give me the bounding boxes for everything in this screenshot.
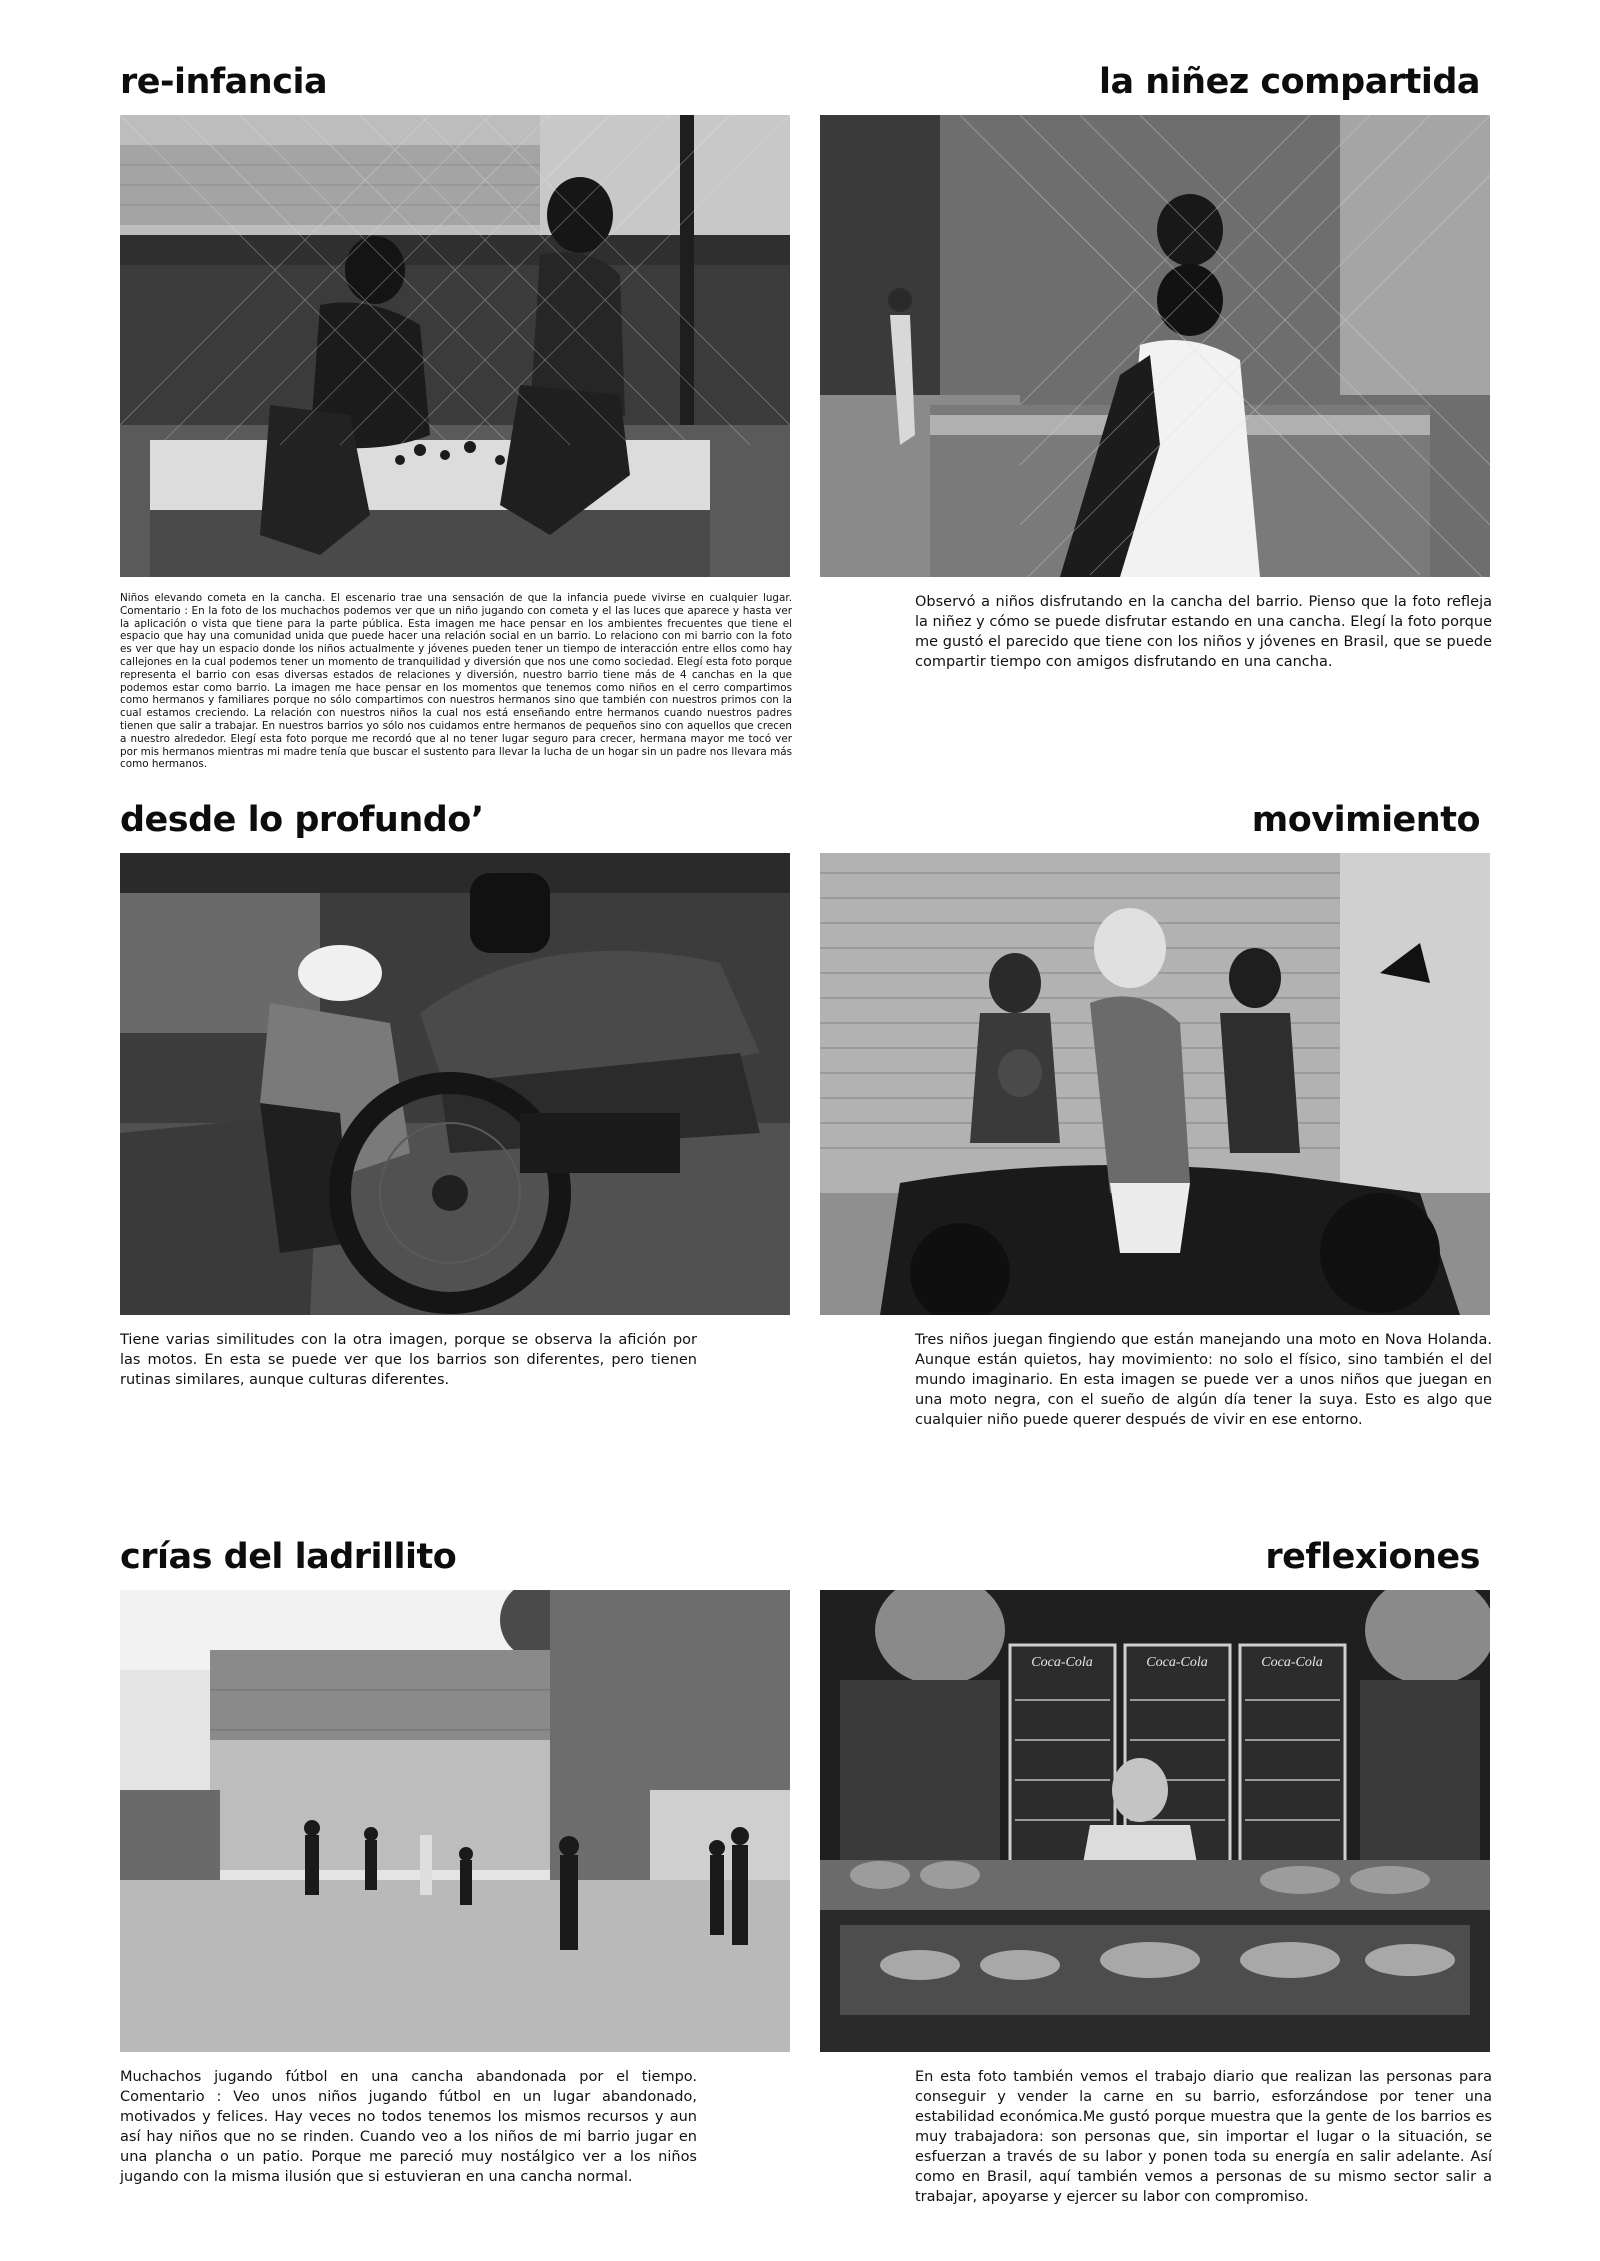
photo-re-infancia [120,115,790,577]
panel-title-re-infancia: re-infancia [120,62,328,102]
panel-title-desde-lo-profundo: desde lo profundo’ [120,800,484,840]
fridge-sign-1: Coca-Cola [1031,1655,1093,1670]
caption-desde-lo-profundo: Tiene varias similitudes con la otra imagen, porque se observa la afición por las motos. En esta se puede ver que los barrios son diferentes, pero tienen rutinas similares, aunque culturas diferentes. [120,1332,697,1388]
fridge-sign-3: Coca-Cola [1261,1655,1323,1670]
caption-reflexiones: En esta foto también vemos el trabajo diario que realizan las personas para conseguir y vender la carne en su barrio, esforzándose por tener una estabilidad económica.Me gustó porque muestra que la gente de los barrios es muy trabajadora: son personas que, sin importar el lugar o la situación, se esfuerzan a través de su labor y ponen toda su energía en salir adelante. Así como en Brasil, aquí también vemos a personas de su mismo sector salir a trabajar, apoyarse y ejercer su labor con compromiso. [915,2069,1492,2205]
fridge-sign-2: Coca-Cola [1146,1655,1208,1670]
caption-movimiento: Tres niños juegan fingiendo que están manejando una moto en Nova Holanda. Aunque están quietos, hay movimiento: no solo el físico, sino también el del mundo imaginario. En esta imagen se puede ver a unos niños que juegan en una moto negra, con el sueño de algún día tener la suya. Esto es algo que cualquier niño puede querer después de vivir en ese entorno. [915,1332,1492,1428]
panel-title-reflexiones: reflexiones [1265,1537,1480,1577]
photo-movimiento [820,853,1490,1315]
caption-crias-del-ladrillito: Muchachos jugando fútbol en una cancha abandonada por el tiempo. Comentario : Veo unos niños jugando fútbol en un lugar abandonado, motivados y felices. Hay veces no todos tenemos los mismos recursos y aun así hay niños que no se rinden. Cuando veo a los niños de mi barrio jugar en una plancha o un patio. Porque me pareció muy nostálgico ver a los niños jugando con la misma ilusión que si estuvieran en una cancha normal. [120,2069,697,2185]
caption-ninez-compartida: Observó a niños disfrutando en la cancha del barrio. Pienso que la foto refleja la niñez y cómo se puede disfrutar estando en una cancha. Elegí la foto porque me gustó el parecido que tiene con los niños y jóvenes en Brasil, que se puede compartir tiempo con amigos disfrutando en una cancha. [915,594,1492,670]
photo-reflexiones [820,1590,1490,2052]
caption-re-infancia: Niños elevando cometa en la cancha. El escenario trae una sensación de que la infancia puede vivirse en cualquier lugar. Comentario : En la foto de los muchachos podemos ver que un niño jugando con cometa y el las luces que aparece y hasta ver la aplicación o vista que tiene para la parte pública. Esta imagen me hace pensar en los ambientes frecuentes que tiene el espacio que hay una comunidad unida que puede hacer una relación social en un barrio. Lo relaciono con mi barrio con la foto es ver que hay un espacio donde los niños actualmente y jóvenes pueden tener un tiempo de interacción entre ellos como hay callejones en la cual podemos tener un momento de tranquilidad y diversión que nos une como sociedad. Elegí esta foto porque representa el barrio con esas diversas estados de relaciones y diversión, nuestro barrio tiene más de 4 canchas en la que podemos estar como barrio. La imagen me hace pensar en los momentos que tenemos como niños en el cerro compartimos como hermanos y familiares porque no sólo compartimos con nuestros hermanos sino que también con nuestros primos con la cual estamos creciendo. La relación con nuestros niños la cual nos está enseñando entre hermanos cuando nuestros padres tienen que salir a trabajar. En nuestros barrios yo sólo nos cuidamos entre hermanos de pequeños sino con aquellos que crecen a nuestro alrededor. Elegí esta foto porque me recordó que al no tener lugar seguro para crecer, hermana mayor me tocó ver por mis hermanos mientras mi madre tenía que buscar el sustento para llevar la lucha de un hogar sin un padre nos llevara más como hermanos. [120,592,792,771]
panel-title-movimiento: movimiento [1251,800,1480,840]
photo-desde-lo-profundo [120,853,790,1315]
photo-ninez-compartida [820,115,1490,577]
panel-title-ninez-compartida: la niñez compartida [1098,62,1480,102]
panel-title-crias-del-ladrillito: crías del ladrillito [120,1537,457,1577]
photo-crias-del-ladrillito [120,1590,790,2052]
